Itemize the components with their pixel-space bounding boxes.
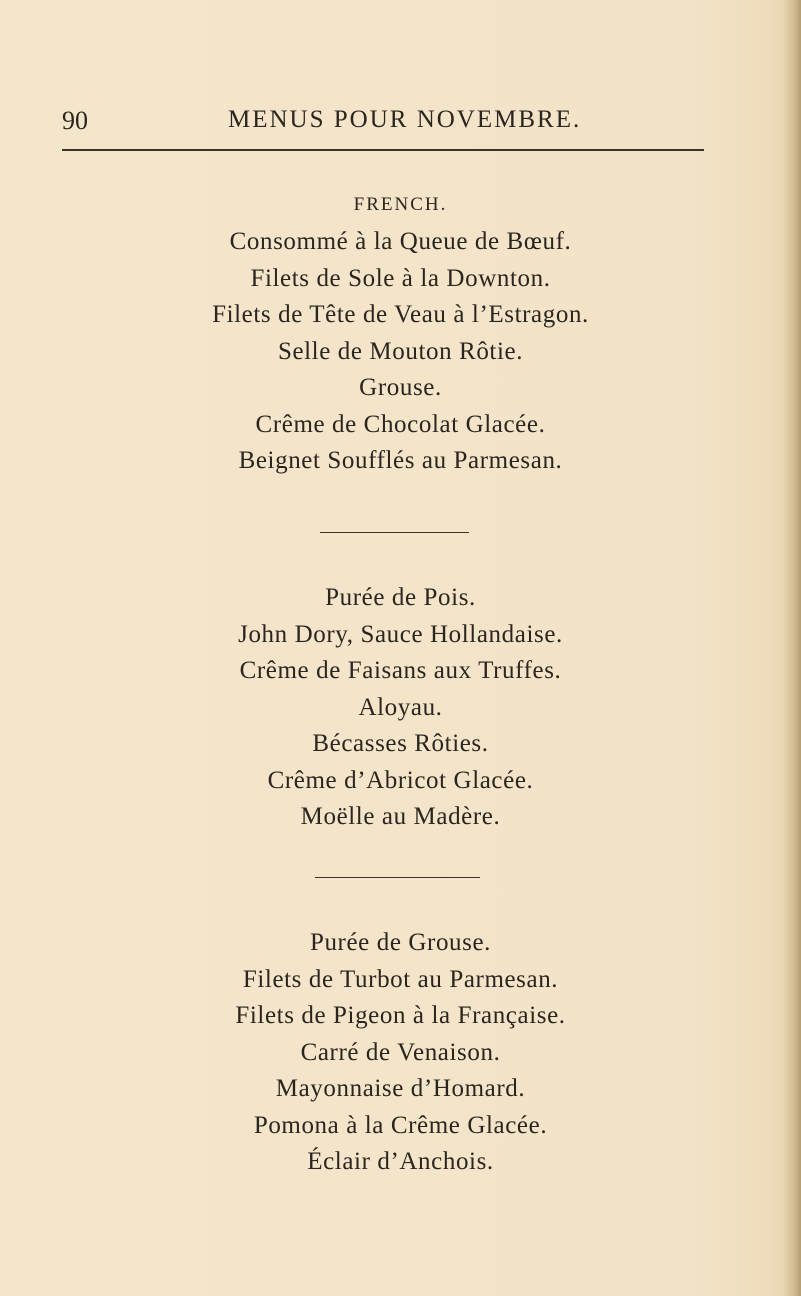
menu-item: Crême de Faisans aux Truffes. <box>239 657 562 684</box>
menu-group-3 <box>0 925 801 1181</box>
menu-item: Selle de Mouton Rôtie. <box>277 337 524 365</box>
menu-item: Bécasses Rôties. <box>312 730 489 757</box>
menu-item: Filets de Sole à la Downton. <box>250 264 551 292</box>
header-rule <box>62 149 704 151</box>
menu-item: Mayonnaise d’Homard. <box>275 1075 526 1102</box>
menu-group-2 <box>0 580 801 836</box>
page-header <box>0 104 801 144</box>
menu-item: Pomona à la Crême Glacée. <box>253 1111 548 1139</box>
menu-item: Crême d’Abricot Glacée. <box>267 766 534 794</box>
menu-item: Purée de Pois. <box>325 584 476 611</box>
menu-item: Moëlle au Madère. <box>300 803 501 830</box>
menu-item: Consommé à la Queue de Bœuf. <box>229 228 572 255</box>
menu-item: Beignet Soufflés au Parmesan. <box>238 447 563 474</box>
running-head: MENUS POUR NOVEMBRE. <box>228 106 582 133</box>
menu-divider <box>315 877 480 878</box>
menu-item: John Dory, Sauce Hollandaise. <box>238 620 563 648</box>
menu-item: Purée de Grouse. <box>309 929 492 956</box>
menu-item: Grouse. <box>359 374 442 401</box>
section-title: FRENCH. <box>353 194 448 215</box>
menu-item: Filets de Tête de Veau à l’Estragon. <box>212 301 589 328</box>
menu-group-1 <box>0 224 801 480</box>
menu-item: Éclair d’Anchois. <box>307 1148 494 1175</box>
menu-item: Filets de Pigeon à la Française. <box>235 1002 566 1029</box>
menu-item: Filets de Turbot au Parmesan. <box>242 965 559 993</box>
page-number: 90 <box>62 106 88 135</box>
menu-item: Carré de Venaison. <box>300 1038 501 1066</box>
menu-item: Aloyau. <box>358 693 443 721</box>
menu-item: Crême de Chocolat Glacée. <box>255 410 546 438</box>
menu-divider <box>320 532 469 533</box>
